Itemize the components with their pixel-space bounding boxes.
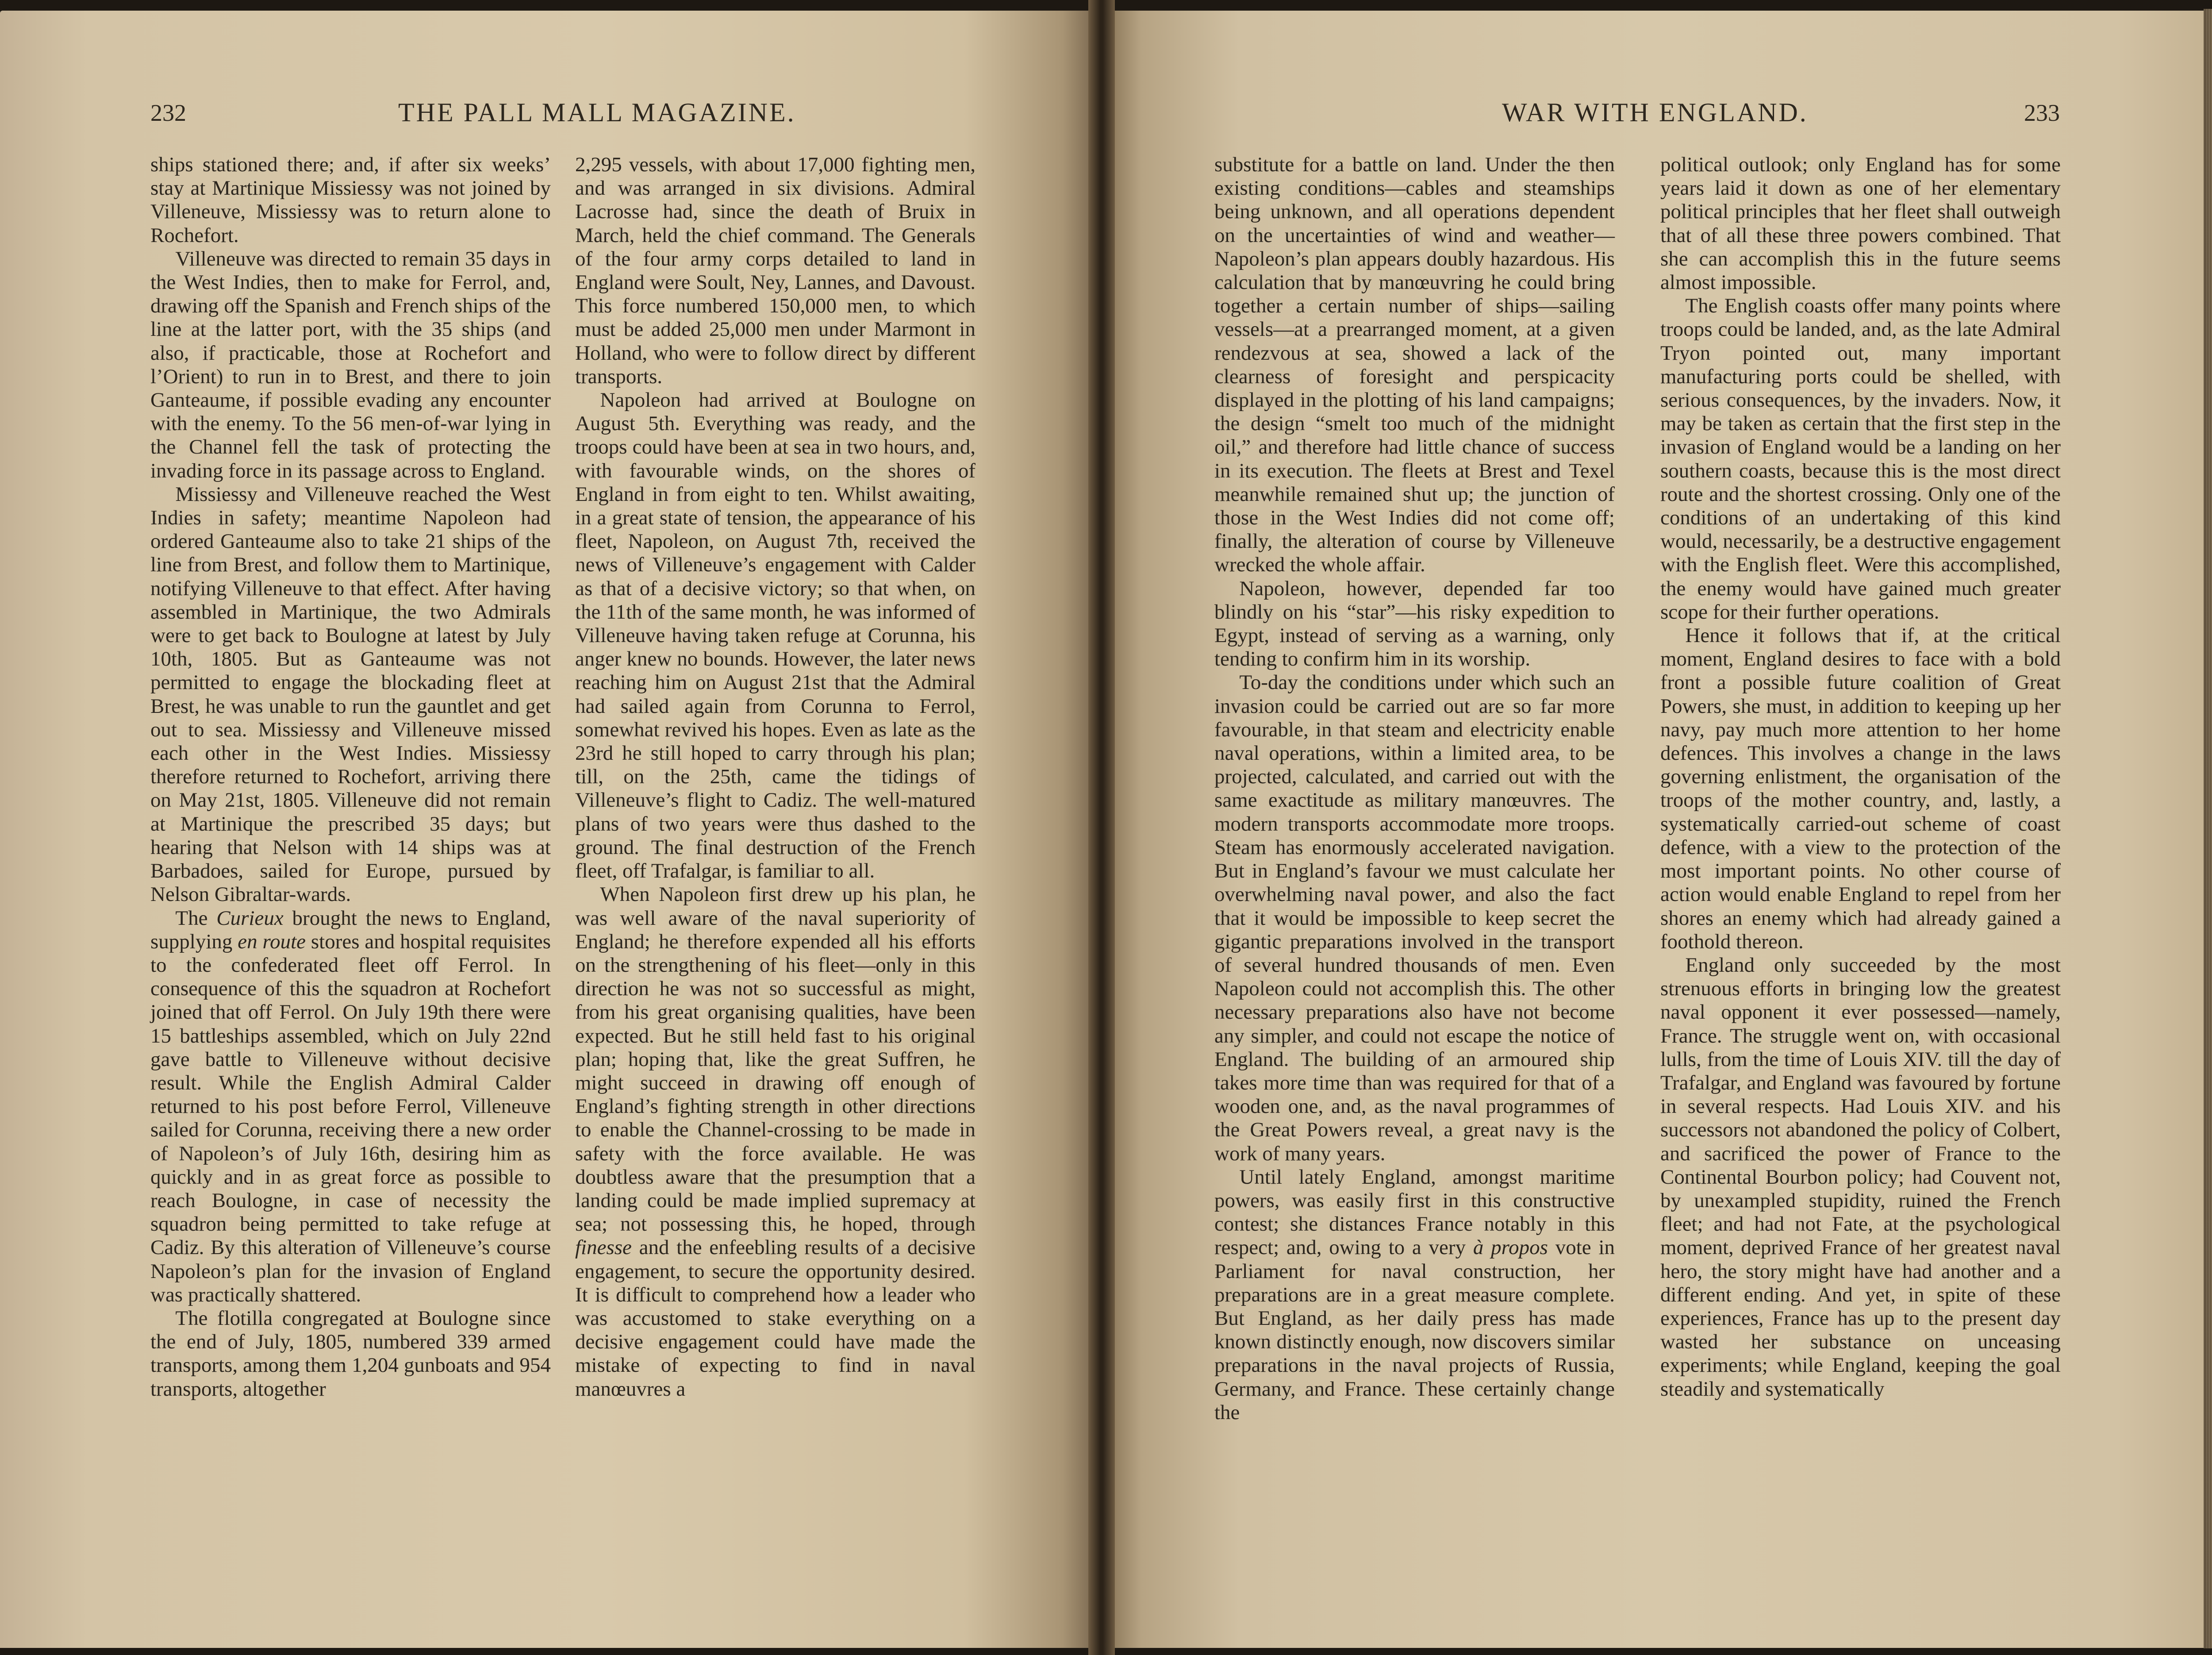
right-running-head: WAR WITH ENGLAND. bbox=[1502, 98, 1808, 127]
right-page bbox=[1108, 11, 2204, 1648]
paragraph-text: England only succeeded by the most strenuous efforts in bringing low the greatest naval opponent it ever possessed—namely, France. The struggle went on, with occasional lulls, from the time of Louis XIV. till the day of Trafalgar, and England was favoured by fortune in several respects. Had Louis XIV. and his successors not abandoned the policy of Colbert, and sacrificed the power of France to the Continental Bourbon policy; had Couvent not, by unexampled stupidity, ruined the French fleet; and had not Fate, at the psychological moment, deprived France of her greatest naval hero, the story might have had another and a different ending. And yet, in spite of these experiences, France has up to the present day wasted her substance on unceasing experiments; while England, keeping the goal steadily and systematically bbox=[1660, 953, 2061, 1401]
paragraph bbox=[1214, 671, 1615, 1165]
left-page-column-2 bbox=[575, 153, 975, 1401]
paragraph bbox=[1660, 954, 2061, 1401]
paragraph bbox=[150, 907, 551, 1307]
paragraph-text: substitute for a battle on land. Under the then existing conditions—cables and steamships being unknown, and all operations dependent on the uncertainties of wind and weather—Napoleon’s plan appears doubly hazardous. His calculation that by manœuvring he could bring together a certain number of ships—sailing vessels—at a prearranged moment, at a given rendezvous at sea, showed a lack of the clearness of foresight and perspicacity displayed in the plotting of his land campaigns; the design “smelt too much of the midnight oil,” and therefore had little chance of success in its execution. The fleets at Brest and Texel meanwhile remained shut up; the junction of those in the West Indies did not come off; finally, the alteration of course by Villeneuve wrecked the whole affair. bbox=[1214, 153, 1615, 577]
left-page bbox=[0, 11, 1095, 1648]
paragraph-text: Hence it follows that if, at the critical moment, England desires to face with a bold front a possible future coalition of Great Powers, she must, in addition to keeping up her navy, pay much more attention to her home defences. This involves a change in the laws governing enlistment, the organisation of the troops of the mother country, and, lastly, a systematically carried-out scheme of coast defence, with a view to the protection of the most important points. No other course of action would enable England to repel from her shores an enemy which had already gained a foothold thereon. bbox=[1660, 624, 2061, 953]
paragraph-text: Villeneuve was directed to remain 35 days in the West Indies, then to make for Ferrol, and, drawing off the Spanish and French ships of the line at the latter port, with the 35 ships (and also, if practicable, those at Rochefort and l’Orient) to run in to Brest, and there to join Ganteaume, if possible evading any encounter with the enemy. To the 56 men-of-war lying in the Channel fell the task of protecting the invading force in its passage across to England. bbox=[150, 247, 551, 482]
italic-text: finesse bbox=[575, 1236, 632, 1259]
paragraph-text: The bbox=[175, 906, 217, 930]
book-gutter bbox=[1088, 0, 1115, 1655]
paragraph bbox=[1660, 153, 2061, 294]
paragraph bbox=[150, 247, 551, 483]
italic-text: en route bbox=[238, 930, 306, 953]
left-page-column-1 bbox=[150, 153, 551, 1401]
paragraph-text: brought the news to England, supplying bbox=[150, 906, 551, 953]
page-edges bbox=[2204, 9, 2212, 1648]
right-page-number: 233 bbox=[2024, 100, 2060, 126]
paragraph bbox=[1660, 294, 2061, 624]
paragraph-text: Napoleon had arrived at Boulogne on August 5th. Everything was ready, and the troops could have been at sea in two hours, and, with favourable winds, on the shores of England in from eight to ten. Whilst awaiting, in a great state of tension, the appearance of his fleet, Napoleon, on August 7th, received the news of Villeneuve’s engagement with Calder as that of a decisive victory; so that when, on the 11th of the same month, he was informed of Villeneuve having taken refuge at Corunna, his anger knew no bounds. However, the later news reaching him on August 21st that the Admiral had sailed again from Corunna to Ferrol, somewhat revived his hopes. Even as late as the 23rd he still hoped to carry through his plan; till, on the 25th, came the tidings of Villeneuve’s flight to Cadiz. The well-matured plans of two years were thus dashed to the ground. The final destruction of the French fleet, off Trafalgar, is familiar to all. bbox=[575, 389, 975, 883]
paragraph-text: Until lately England, amongst maritime powers, was easily first in this constructive contest; she distances France notably in this respect; and, owing to a very bbox=[1214, 1165, 1615, 1259]
paragraph-text: vote in Parliament for naval construction, her preparations are in a great measure complete. But England, as her daily press has made known distinctly enough, now discovers similar preparations in the naval projects of Russia, Germany, and France. These certainly change the bbox=[1214, 1236, 1615, 1424]
right-page-column-1 bbox=[1214, 153, 1615, 1424]
paragraph-text: and the enfeebling results of a decisive engagement, to secure the opportunity desired. It is difficult to comprehend how a leader who was accustomed to stake everything on a decisive engagement could have made the mistake of expecting to find in naval manœuvres a bbox=[575, 1236, 975, 1401]
paragraph-text: ships stationed there; and, if after six weeks’ stay at Martinique Missiessy was not joined by Villeneuve, Missiessy was to return alone to Rochefort. bbox=[150, 153, 551, 247]
paragraph-text: To-day the conditions under which such an invasion could be carried out are so far more favourable, in that steam and electricity enable naval operations, within a limited area, to be projected, calculated, and carried out with the same exactitude as military manœuvres. The modern transports accommodate more troops. Steam has enormously accelerated navigation. But in England’s favour we must calculate her overwhelming naval power, and also the fact that it would be impossible to keep secret the gigantic preparations involved in the transport of several hundred thousands of men. Even Napoleon could not accomplish this. The other necessary preparations also have not become any simpler, and could not escape the notice of England. The building of an armoured ship takes more time than was required for that of a wooden one, and, as the naval programmes of the Great Powers reveal, a great navy is the work of many years. bbox=[1214, 671, 1615, 1165]
paragraph bbox=[150, 483, 551, 907]
italic-text: à propos bbox=[1473, 1236, 1548, 1259]
paragraph-text: 2,295 vessels, with about 17,000 fighting men, and was arranged in six divisions. Admiral Lacrosse had, since the death of Bruix in March, held the chief command. The Generals of the four army corps detailed to land in England were Soult, Ney, Lannes, and Davoust. This force numbered 150,000 men, to which must be added 25,000 men under Marmont in Holland, who were to follow direct by different transports. bbox=[575, 153, 975, 388]
paragraph-text: Missiessy and Villeneuve reached the West Indies in safety; meantime Napoleon had ordered Ganteaume also to take 21 ships of the line from Brest, and follow them to Martinique, notifying Villeneuve to that effect. After having assembled in Martinique, the two Admirals were to get back to Boulogne at latest by July 10th, 1805. But as Ganteaume was not permitted to engage the blockading fleet at Brest, he was unable to run the gauntlet and get out to sea. Missiessy and Villeneuve missed each other in the West Indies. Missiessy therefore returned to Rochefort, arriving there on May 21st, 1805. Villeneuve did not remain at Martinique the prescribed 35 days; but hearing that Nelson with 14 ships was at Barbadoes, sailed for Europe, pursued by Nelson Gibraltar-wards. bbox=[150, 482, 551, 906]
paragraph bbox=[1214, 577, 1615, 671]
paragraph-text: When Napoleon first drew up his plan, he was well aware of the naval superiority of England; he therefore expended all his efforts on the strengthening of his fleet—only in this direction he was not so successful as might, from his great organising qualities, have been expected. But he still held fast to his original plan; hoping that, like the great Suffren, he might succeed in drawing off enough of England’s fighting strength in other directions to enable the Channel-crossing to be made in safety with the force available. He was doubtless aware that the presumption that a landing could be made implied supremacy at sea; not possessing this, he hoped, through bbox=[575, 883, 975, 1236]
paragraph bbox=[575, 153, 975, 389]
paragraph bbox=[150, 153, 551, 247]
left-running-head: THE PALL MALL MAGAZINE. bbox=[398, 98, 796, 127]
paragraph-text: stores and hospital requisites to the confederated fleet off Ferrol. In consequence of this the squadron at Rochefort joined that off Ferrol. On July 19th there were 15 battleships assembled, which on July 22nd gave battle to Villeneuve without decisive result. While the English Admiral Calder returned to his post before Ferrol, Villeneuve sailed for Corunna, receiving there a new order of Napoleon’s of July 16th, desiring him as quickly and in as great force as possible to reach Boulogne, in case of necessity the squadron being permitted to take refuge at Cadiz. By this alteration of Villeneuve’s course Napoleon’s plan for the invasion of England was practically shattered. bbox=[150, 930, 551, 1306]
paragraph bbox=[575, 883, 975, 1401]
paragraph bbox=[1214, 153, 1615, 577]
italic-text: Curieux bbox=[216, 906, 284, 930]
paragraph-text: The English coasts offer many points where troops could be landed, and, as the late Admiral Tryon pointed out, many important manufacturing ports could be shelled, with serious consequences, by the invaders. Now, it may be taken as certain that the first step in the invasion of England would be a landing on her southern coasts, because this is the most direct route and the shortest crossing. Only one of the conditions of an undertaking of this kind would, necessarily, be a destructive engagement with the English fleet. Were this accomplished, the enemy would have gained much greater scope for their further operations. bbox=[1660, 294, 2061, 624]
paragraph-text: The flotilla congregated at Boulogne since the end of July, 1805, numbered 339 armed transports, among them 1,204 gunboats and 954 transports, altogether bbox=[150, 1306, 551, 1401]
paragraph-text: Napoleon, however, depended far too blindly on his “star”—his risky expedition to Egypt, instead of serving as a warning, only tending to confirm him in its worship. bbox=[1214, 577, 1615, 671]
right-page-column-2 bbox=[1660, 153, 2061, 1401]
paragraph-text: political outlook; only England has for some years laid it down as one of her elementary political principles that her fleet shall outweigh that of all these three powers combined. That she can accomplish this in the future seems almost impossible. bbox=[1660, 153, 2061, 294]
paragraph bbox=[1660, 624, 2061, 954]
paragraph bbox=[150, 1307, 551, 1401]
paragraph bbox=[1214, 1166, 1615, 1424]
paragraph bbox=[575, 389, 975, 883]
left-page-number: 232 bbox=[150, 100, 186, 126]
